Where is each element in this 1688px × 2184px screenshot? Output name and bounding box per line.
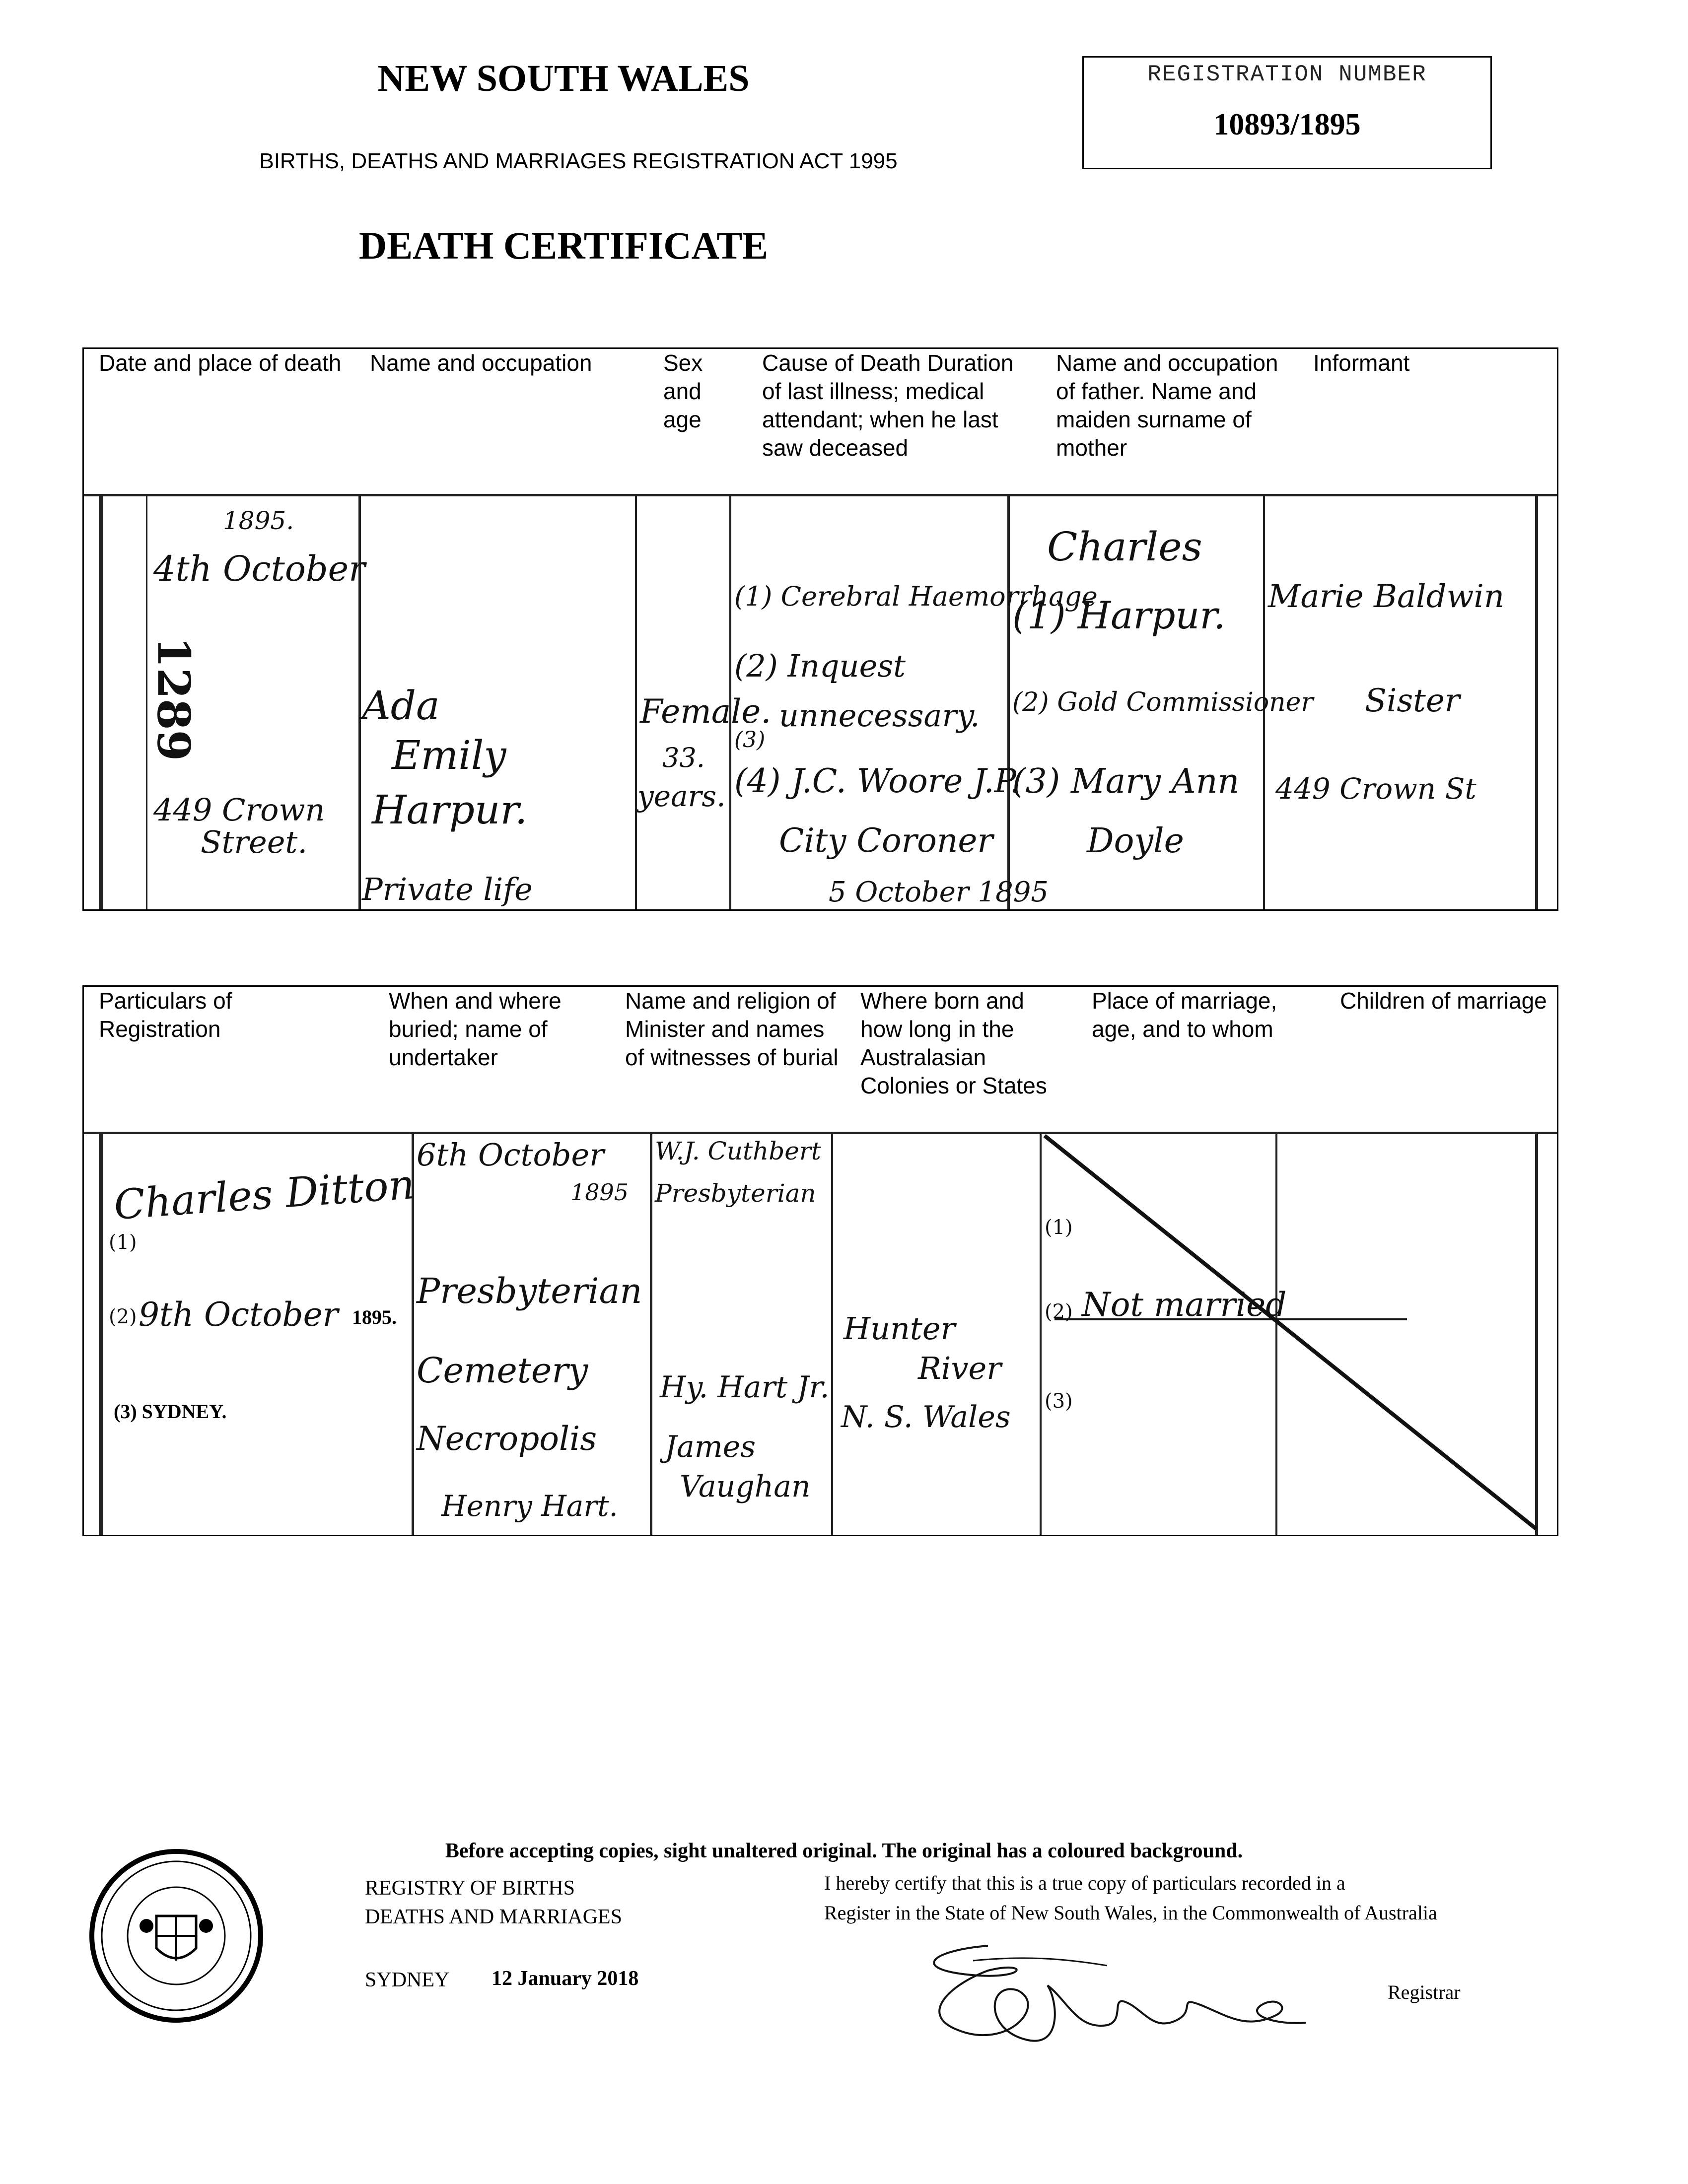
occupation: Private life: [362, 871, 533, 907]
cause-1: (1) Cerebral Haemorrhage: [734, 581, 1098, 612]
given-name-2: Emily: [392, 732, 506, 778]
burial-place-1: Presbyterian: [417, 1271, 642, 1311]
col-header-name-occupation: Name and occupation: [370, 350, 592, 376]
surname: Harpur.: [372, 787, 528, 833]
burial-date: 6th October: [417, 1137, 604, 1173]
col-header-parents: Name and occupation of father. Name and maiden surname of mother: [1056, 350, 1278, 461]
registration-box: [1082, 56, 1492, 169]
table-header: [84, 987, 1557, 1133]
col-header-marriage: Place of marriage, age, and to whom: [1092, 988, 1277, 1042]
informant-relation: Sister: [1365, 682, 1460, 719]
authenticity-notice: Before accepting copies, sight unaltered original. The original has a coloured background.: [445, 1840, 1243, 1862]
burial-place-3: Necropolis: [417, 1420, 597, 1458]
reg-label-1: (1): [109, 1231, 137, 1254]
registration-details-table: [82, 985, 1558, 1536]
age: 33.: [662, 742, 705, 773]
informant-name: Marie Baldwin: [1268, 578, 1505, 615]
minister-religion: Presbyterian: [655, 1179, 816, 1208]
death-place-line2: Street.: [201, 824, 308, 860]
cause-4: (4) J.C. Woore J.P.: [734, 762, 1020, 800]
registry-seal: [87, 1846, 266, 2025]
burial-year: 1895: [570, 1179, 629, 1206]
reg-label-2: (2): [109, 1305, 137, 1328]
registry-line-1: REGISTRY OF BIRTHS: [365, 1877, 575, 1900]
col-header-minister: Name and religion of Minister and names of witnesses of burial: [625, 988, 839, 1070]
registration-year: 1895.: [352, 1306, 397, 1328]
registration-label: REGISTRATION NUMBER: [1147, 62, 1427, 87]
marriage-strikethrough: [1040, 1132, 1541, 1538]
cause-3: (3): [734, 727, 766, 752]
state-title: NEW SOUTH WALES: [377, 58, 750, 99]
col-header-children: Children of marriage: [1340, 988, 1547, 1014]
register-scan: [84, 1132, 1557, 1535]
cause-2b: unnecessary.: [779, 697, 980, 734]
registrar-signature-footer: [899, 1931, 1316, 2075]
issue-date: 12 January 2018: [492, 1967, 639, 1990]
certify-line-2: Register in the State of New South Wales, in the Commonwealth of Australia: [824, 1902, 1437, 1924]
father-occupation: (2) Gold Commissioner: [1012, 687, 1314, 717]
issue-city: SYDNEY: [365, 1969, 450, 1991]
table-header: [84, 349, 1557, 495]
cause-4c: 5 October 1895: [829, 876, 1049, 908]
age-unit: years.: [637, 779, 726, 813]
informant-address: 449 Crown St: [1275, 772, 1477, 806]
document-title: DEATH CERTIFICATE: [358, 224, 769, 267]
registry-line-2: DEATHS AND MARRIAGES: [365, 1906, 623, 1928]
not-married: Not married: [1082, 1286, 1287, 1324]
death-details-table: [82, 347, 1558, 911]
cause-2: (2) Inquest: [734, 648, 906, 684]
col-header-birthplace: Where born and how long in the Australasian Colonies or States: [860, 988, 1047, 1098]
death-place-line1: 449 Crown: [153, 792, 325, 828]
witness-2: James: [665, 1430, 756, 1464]
col-header-date-place: Date and place of death: [99, 350, 342, 376]
act-title: BIRTHS, DEATHS AND MARRIAGES REGISTRATION ACT 1995: [259, 149, 898, 173]
death-year: 1895.: [223, 506, 294, 535]
birthplace-2: River: [918, 1350, 1001, 1386]
witness-1: Hy. Hart Jr.: [660, 1370, 830, 1405]
col-header-informant: Informant: [1313, 350, 1410, 376]
undertaker: Henry Hart.: [441, 1489, 618, 1523]
registrar-label: Registrar: [1388, 1981, 1461, 2003]
given-name-1: Ada: [362, 682, 440, 729]
registrar-signature: Charles Ditton: [112, 1160, 417, 1229]
sex: Female.: [640, 692, 772, 731]
col-header-burial: When and where buried; name of undertaker: [389, 988, 562, 1070]
registration-date: 9th October: [139, 1296, 339, 1334]
burial-place-2: Cemetery: [417, 1350, 588, 1391]
registration-number: 10893/1895: [1213, 108, 1361, 141]
witness-3: Vaughan: [680, 1469, 811, 1504]
mother-name-2: Doyle: [1087, 821, 1184, 861]
minister-name: W.J. Cuthbert: [655, 1137, 821, 1165]
mother-name-1: (3) Mary Ann: [1012, 762, 1240, 801]
register-number: 1289: [147, 636, 200, 761]
col-header-sex-age: Sex and age: [663, 350, 703, 432]
marriage-label-2: (2): [1045, 1300, 1073, 1323]
death-date: 4th October: [153, 548, 365, 589]
father-name-2: (1) Harpur.: [1012, 593, 1226, 637]
register-scan: [84, 494, 1557, 909]
birthplace-3: N. S. Wales: [841, 1400, 1011, 1434]
col-header-particulars: Particulars of Registration: [99, 988, 232, 1042]
marriage-label-3: (3): [1045, 1390, 1073, 1413]
cause-4b: City Coroner: [779, 821, 993, 860]
father-name-1: Charles: [1047, 524, 1202, 570]
certify-line-1: I hereby certify that this is a true copy of particulars recorded in a: [824, 1872, 1345, 1894]
col-header-cause: Cause of Death Duration of last illness; medical attendant; when he last saw deceased: [762, 350, 1014, 461]
registration-place: (3) SYDNEY.: [114, 1400, 227, 1423]
marriage-label-1: (1): [1045, 1216, 1073, 1239]
birthplace-1: Hunter: [844, 1310, 956, 1347]
